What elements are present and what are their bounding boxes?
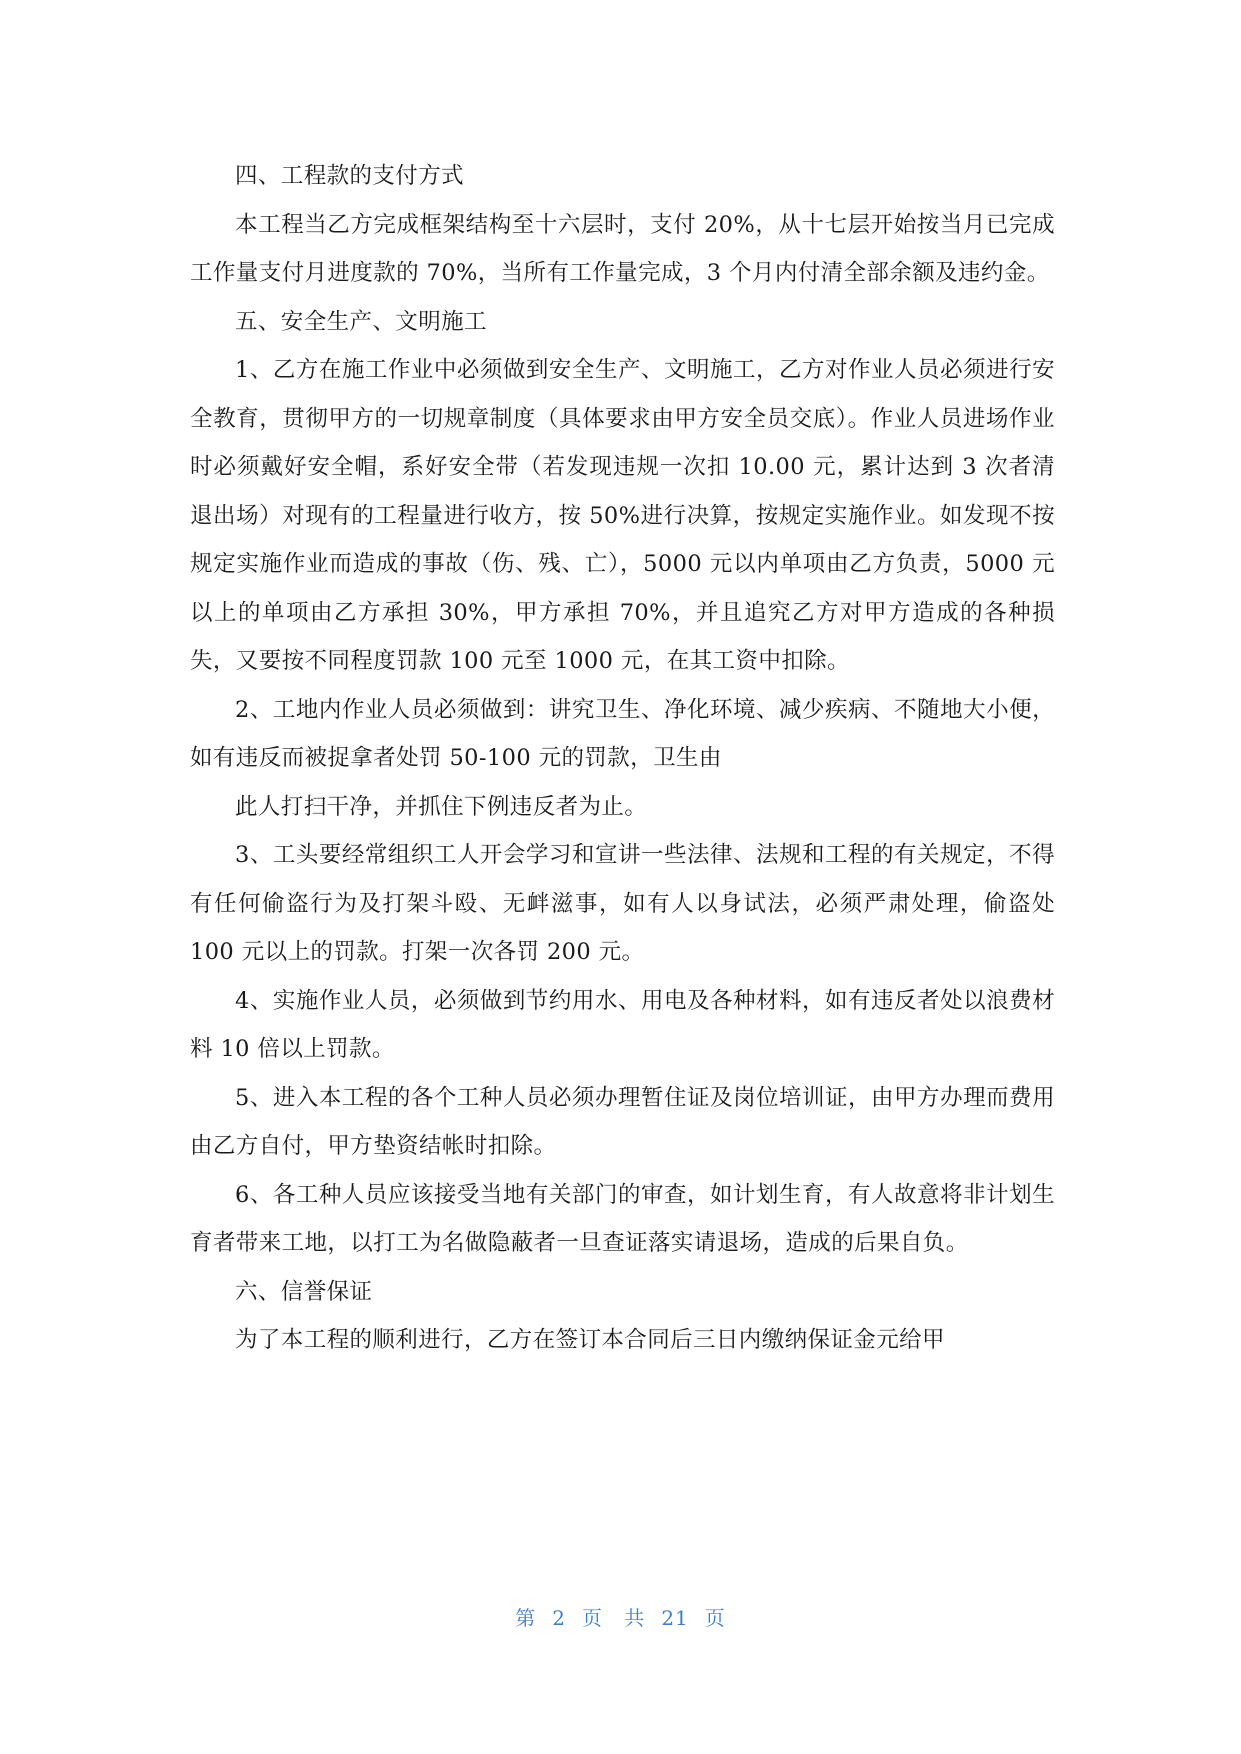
paragraph-safety-2-continued: 此人打扫干净，并抓住下例违反者为止。 <box>235 793 648 820</box>
footer-prefix: 第 <box>515 1606 537 1630</box>
section-heading-safety: 五、安全生产、文明施工 <box>235 308 487 335</box>
paragraph-safety-3: 3、工头要经常组织工人开会学习和宣讲一些法律、法规和工程的有关规定，不得有任何偷盗行为及打架斗殴、无衅滋事，如有人以身试法，必须严肃处理，偷盗处 100 元以上的罚款。打架一次各罚 200 元。 <box>190 842 1055 965</box>
paragraph-credit: 为了本工程的顺利进行，乙方在签订本合同后三日内缴纳保证金元给甲 <box>235 1327 945 1353</box>
section-heading-payment: 四、工程款的支付方式 <box>235 163 465 189</box>
paragraph-safety-1: 1、乙方在施工作业中必须做到安全生产、文明施工，乙方对作业人员必须进行安全教育，贯彻甲方的一切规章制度（具体要求由甲方安全员交底）。作业人员进场作业时必须戴好安全帽，系好安全带（若发现违规一次扣 10.00 元，累计达到 3 次者清退出场）对现有的工程量进行收方，按 50%进行决算，按规定实施作业。如发现不按规定实施作业而造成的事故（伤、残、亡），5000 元以内单项由乙方负责，5000 元以上的单项由乙方承担 30%，甲方承担 70%，并且追究乙方对甲方造成的各种损失，又要按不同程度罚款 100 元至 1000 元，在其工资中扣除。 <box>190 357 1055 674</box>
footer-mid: 页 共 <box>581 1606 646 1630</box>
paragraph-safety-4: 4、实施作业人员，必须做到节约用水、用电及各种材料，如有违反者处以浪费材料 10 倍以上罚款。 <box>190 987 1055 1062</box>
paragraph-safety-2: 2、工地内作业人员必须做到：讲究卫生、净化环境、减少疾病、不随地大小便，如有违反而被捉拿者处罚 50-100 元的罚款，卫生由 <box>190 696 1055 771</box>
footer-current-page: 2 <box>552 1606 566 1630</box>
footer-total-pages: 21 <box>661 1606 689 1630</box>
page-footer <box>0 1602 1241 1631</box>
paragraph-safety-6: 6、各工种人员应该接受当地有关部门的审查，如计划生育，有人故意将非计划生育者带来工地，以打工为名做隐蔽者一旦查证落实请退场，造成的后果自负。 <box>190 1181 1055 1256</box>
document-body <box>190 152 1055 1365</box>
section-heading-credit: 六、信誉保证 <box>235 1278 373 1305</box>
footer-suffix: 页 <box>704 1606 726 1630</box>
paragraph-payment: 本工程当乙方完成框架结构至十六层时，支付 20%，从十七层开始按当月已完成工作量支付月进度款的 70%，当所有工作量完成，3 个月内付清全部余额及违约金。 <box>190 211 1055 286</box>
paragraph-safety-5: 5、进入本工程的各个工种人员必须办理暂住证及岗位培训证，由甲方办理而费用由乙方自付，甲方垫资结帐时扣除。 <box>190 1084 1055 1159</box>
